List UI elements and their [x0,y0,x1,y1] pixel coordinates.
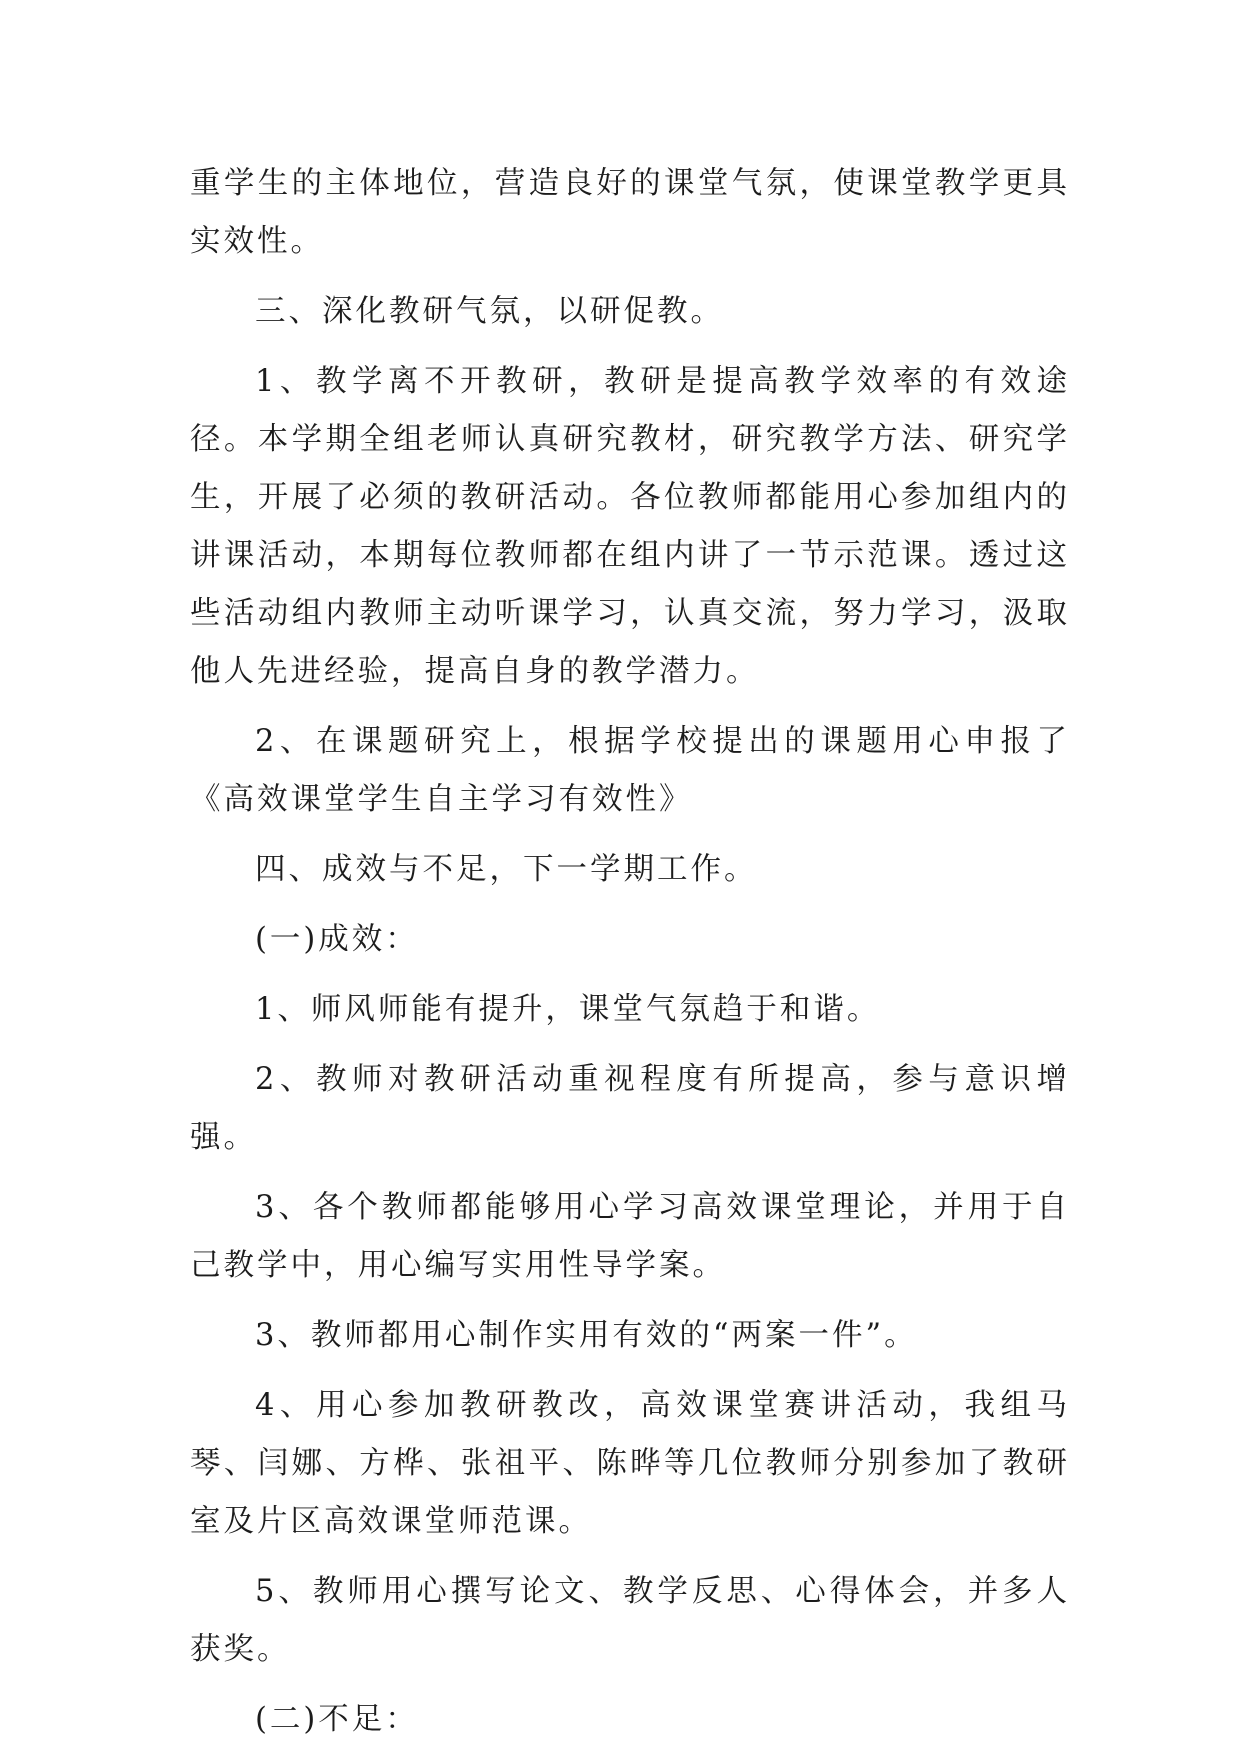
result-item-3: 3、各个教师都能够用心学习高效课堂理论，并用于自己教学中，用心编写实用性导学案。 [190,1190,1070,1283]
document-body [190,155,1070,1749]
paragraph-item-1: 1、教学离不开教研，教研是提高教学效率的有效途径。本学期全组老师认真研究教材，研究教学方法、研究学生，开展了必须的教研活动。各位教师都能用心参加组内的讲课活动，本期每位教师都在组内讲了一节示范课。透过这些活动组内教师主动听课学习，认真交流，努力学习，汲取他人先进经验，提高自身的教学潜力。 [190,364,1070,689]
subheading-results: (一)成效： [255,922,419,957]
result-item-2: 2、教师对教研活动重视程度有所提高，参与意识增强。 [190,1062,1070,1155]
result-item-3b: 3、教师都用心制作实用有效的“两案一件”。 [255,1318,918,1353]
heading-section-four: 四、成效与不足，下一学期工作。 [255,852,758,887]
subheading-shortcomings: (二)不足： [255,1702,419,1737]
paragraph-continuation: 重学生的主体地位，营造良好的课堂气氛，使课堂教学更具实效性。 [190,166,1070,259]
result-item-4: 4、用心参加教研教改，高效课堂赛讲活动，我组马琴、闫娜、方桦、张祖平、陈晔等几位教师分别参加了教研室及片区高效课堂师范课。 [190,1388,1070,1539]
result-item-1: 1、师风师能有提升，课堂气氛趋于和谐。 [255,992,881,1027]
paragraph-item-2: 2、在课题研究上，根据学校提出的课题用心申报了《高效课堂学生自主学习有效性》 [190,724,1070,817]
result-item-5: 5、教师用心撰写论文、教学反思、心得体会，并多人获奖。 [190,1574,1070,1667]
heading-section-three: 三、深化教研气氛，以研促教。 [255,294,724,329]
